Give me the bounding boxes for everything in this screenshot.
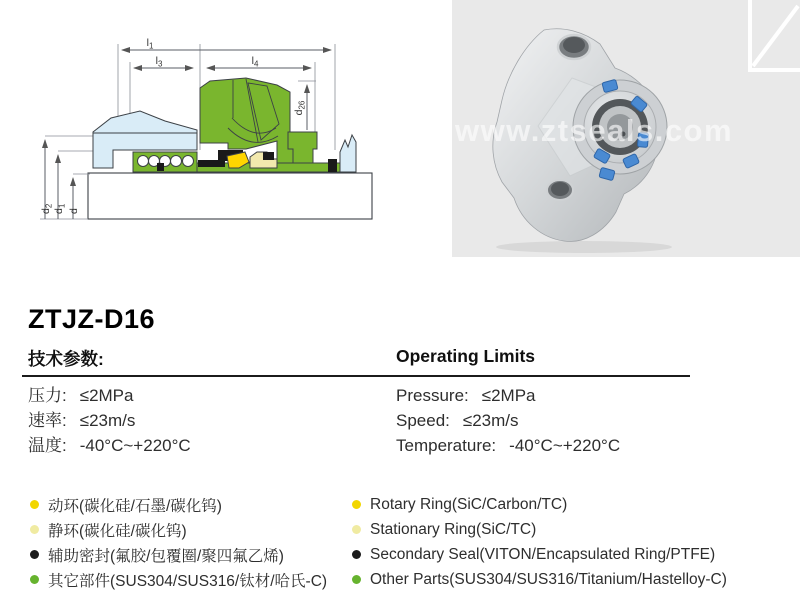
bullet-icon xyxy=(30,575,39,584)
material-row: 其它部件(SUS304/SUS316/钛材/哈氏-C) xyxy=(30,567,327,592)
bullet-icon xyxy=(352,550,361,559)
seal-cross-section-svg xyxy=(0,0,400,300)
watermark-text: www.ztseals.com xyxy=(455,113,734,148)
materials-list-cn xyxy=(30,492,327,592)
label-l4: $l_4$ xyxy=(251,55,259,69)
bullet-icon xyxy=(352,500,361,509)
label-d1: $d_1$ xyxy=(53,203,67,214)
spec-heading-en: Operating Limits xyxy=(396,346,536,366)
material-row: 动环(碳化硅/石墨/碳化钨) xyxy=(30,492,327,517)
oring-mid xyxy=(263,152,274,160)
rotor-body xyxy=(200,78,293,167)
shaft xyxy=(88,173,372,219)
label-l1: $l_1$ xyxy=(146,37,154,51)
material-row: Stationary Ring(SiC/TC) xyxy=(352,517,727,542)
spec-row-speed-cn: 速率: ≤23m/s xyxy=(28,411,136,430)
bullet-icon xyxy=(30,500,39,509)
material-row: Other Parts(SUS304/SUS316/Titanium/Hastelloy-C) xyxy=(352,567,727,592)
spec-heading-cn: 技术参数: xyxy=(28,349,104,369)
material-row: 辅助密封(氟胶/包覆圈/聚四氟乙烯) xyxy=(30,542,327,567)
spec-rows-en xyxy=(396,383,620,458)
spec-row-pressure-cn: 压力: ≤2MPa xyxy=(28,386,134,405)
heading-rule xyxy=(22,375,690,377)
spec-row-temperature-en: Temperature: -40°C~+220°C xyxy=(396,436,621,455)
product-photo xyxy=(452,0,800,257)
material-row: 静环(碳化硅/碳化钨) xyxy=(30,517,327,542)
label-d: d xyxy=(68,208,80,214)
bullet-icon xyxy=(30,525,39,534)
product-model: ZTJZ-D16 xyxy=(28,304,156,334)
bullet-icon xyxy=(352,525,361,534)
label-l3: $l_3$ xyxy=(155,55,163,69)
spec-row-pressure-en: Pressure: ≤2MPa xyxy=(396,386,536,405)
spec-row-temperature-cn: 温度: -40°C~+220°C xyxy=(28,436,191,455)
bullet-icon xyxy=(30,550,39,559)
product-shadow xyxy=(496,241,672,253)
housing-break xyxy=(340,135,356,172)
springs xyxy=(138,156,194,167)
material-row: Secondary Seal(VITON/Encapsulated Ring/PTFE) xyxy=(352,542,727,567)
product-photo-svg xyxy=(452,0,800,257)
spec-rows-cn xyxy=(28,383,191,458)
label-d26: $d_{26}$ xyxy=(293,100,307,116)
spec-row-speed-en: Speed: ≤23m/s xyxy=(396,411,519,430)
materials-list-en xyxy=(352,492,727,592)
oring-right xyxy=(328,159,337,172)
bullet-icon xyxy=(352,575,361,584)
material-row: Rotary Ring(SiC/Carbon/TC) xyxy=(352,492,727,517)
label-d2: $d_2$ xyxy=(40,203,54,214)
oring-left xyxy=(157,163,164,171)
technical-drawing xyxy=(0,0,400,300)
